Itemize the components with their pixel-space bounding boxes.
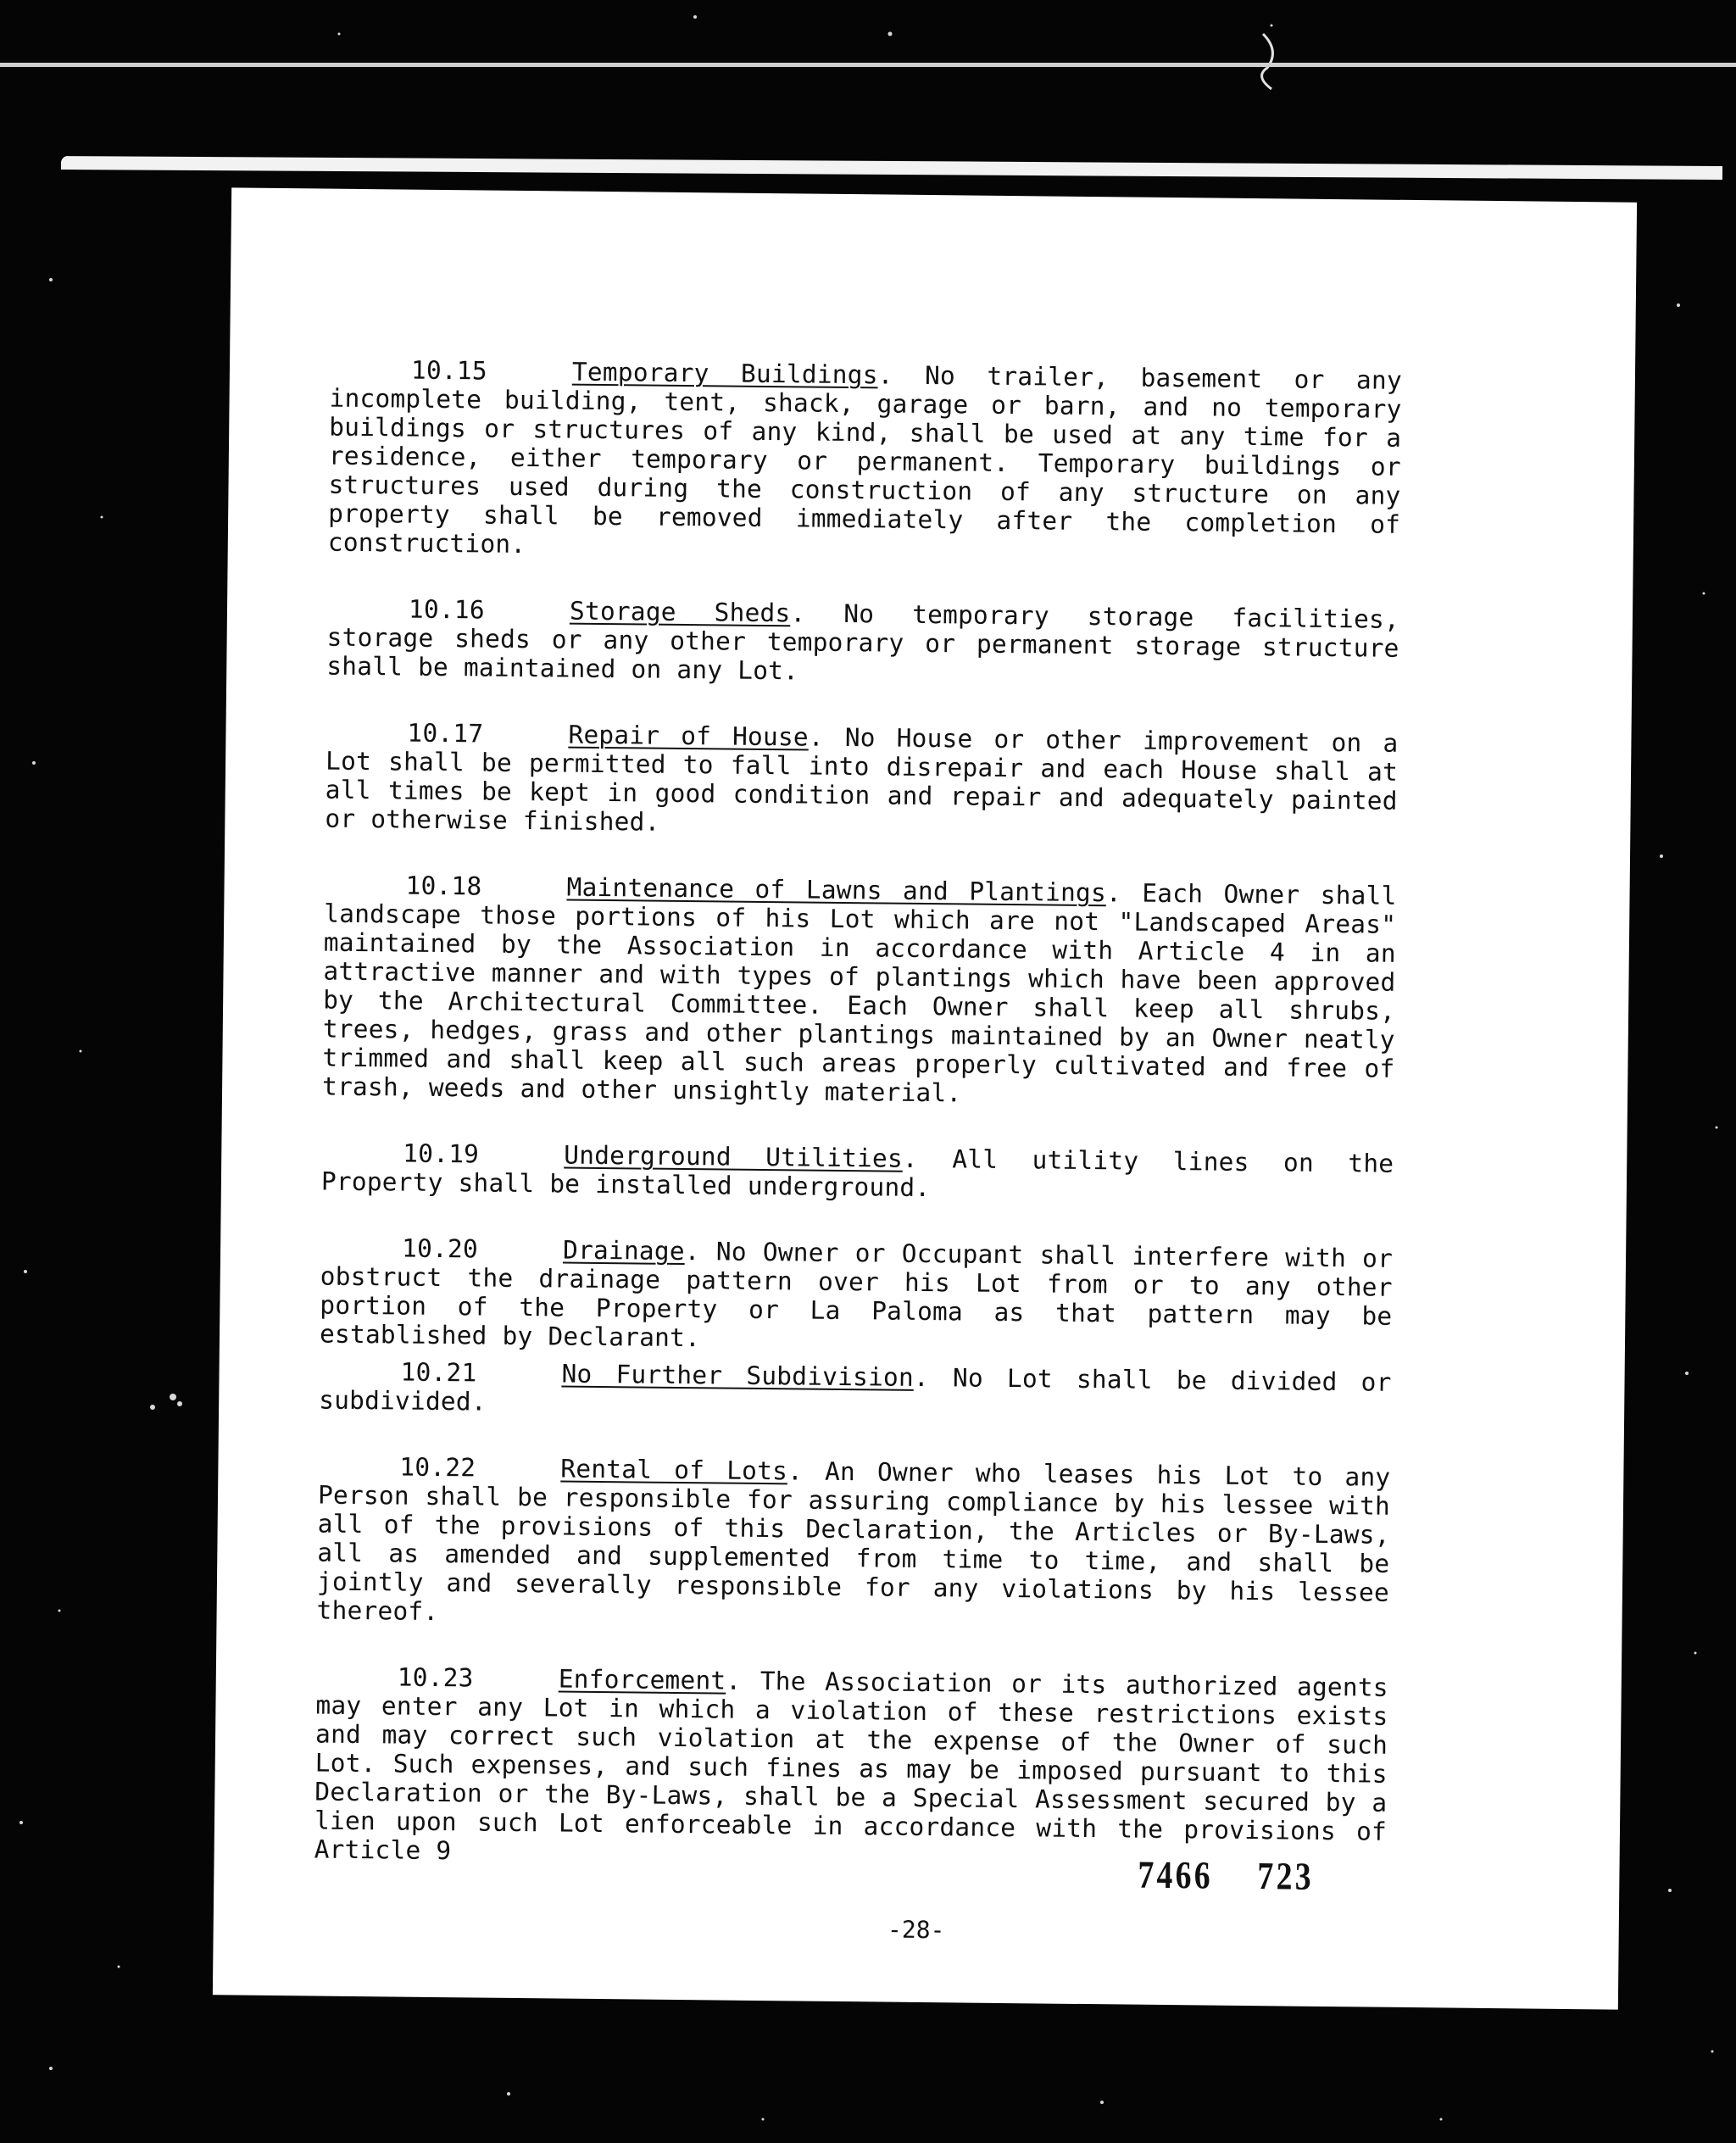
recording-page-number: 723 [1257, 1854, 1315, 1898]
section-text: . No Lot shall be divided or subdivided. [319, 1362, 1392, 1417]
section-text: . No Owner or Occupant shall interfere with or obstruct the drainage pattern over his Lot from or to any other portion of the Property or La Paloma as that pattern may be established by Declarant. [319, 1237, 1394, 1353]
section-10-15 [328, 355, 1402, 568]
section-text: . No trailer, basement or any incomplete building, tent, shack, garage or barn, and no temporary buildings or structures of any kind, shall be used at any time for a residence, either temporary or permanent. Temporary buildings or structures used during the construction of any structure on any property shall be removed immediately after the completion of construction. [327, 360, 1403, 559]
section-number: 10.22 [399, 1452, 476, 1483]
scan-edge-line [0, 63, 1736, 67]
section-number: 10.23 [397, 1662, 474, 1693]
section-10-22 [316, 1452, 1390, 1636]
section-heading: Repair of House [568, 720, 810, 752]
section-text: . All utility lines on the Property shall be installed underground. [320, 1144, 1394, 1203]
document-body [314, 355, 1402, 1912]
section-10-18 [322, 871, 1397, 1112]
section-10-23 [314, 1662, 1388, 1875]
section-heading: Rental of Lots [560, 1454, 788, 1486]
section-number: 10.18 [405, 871, 482, 901]
section-number: 10.15 [410, 355, 487, 386]
section-number: 10.20 [401, 1233, 479, 1264]
document-page [213, 187, 1637, 2009]
page-number: -28- [887, 1915, 945, 1945]
section-10-16 [326, 594, 1399, 692]
section-number: 10.16 [408, 594, 485, 625]
section-text: . Each Owner shall landscape those portions of his Lot which are not "Landscaped Areas" maintained by the Association in accordance with Article 4 in an attractive manner and with types of plantings which have been approved by the Architectural Committee. Each Owner shall keep all shrubs, trees, hedges, grass and other plantings maintained by an Owner neatly trimmed and shall keep all such areas properly cultivated and free of trash, weeds and other unsightly material. [321, 878, 1397, 1108]
section-text: . The Association or its authorized agents may enter any Lot in which a violation of these restrictions exists and may correct such violation at the expense of the Owner of such Lot. Such expenses, and such fines as may be imposed pursuant to this Declaration or the By-Laws, shall be a Special Assessment secured by a lien upon such Lot enforceable in accordance with the provisions of Article 9 [314, 1666, 1388, 1866]
section-number: 10.17 [407, 718, 484, 749]
section-heading: Storage Sheds [569, 596, 791, 628]
section-heading: Enforcement [558, 1664, 726, 1695]
section-10-20 [320, 1233, 1393, 1360]
section-heading: Drainage [562, 1235, 685, 1266]
section-text: . No House or other improvement on a Lot shall be permitted to fall into disrepair and each House shall at all times be kept in good condition and repair and adequately painted or otherwise finished. [325, 722, 1399, 837]
section-number: 10.19 [403, 1138, 480, 1169]
section-heading: No Further Subdivision [561, 1359, 915, 1392]
book-number: 7466 [1138, 1852, 1214, 1897]
section-text: . No temporary storage facilities, storage sheds or any other temporary or permanent storage structure shall be maintained on any Lot. [326, 598, 1400, 686]
section-heading: Maintenance of Lawns and Plantings [566, 872, 1107, 908]
book-page-stamp [1138, 1852, 1358, 1900]
section-10-21 [319, 1357, 1392, 1426]
section-10-17 [325, 718, 1398, 844]
section-text: . An Owner who leases his Lot to any Person shall be responsible for assuring compliance by his lessee with all of the provisions of this Declaration, the Articles or By-Laws, all as amended and supplemented from time to time, and shall be jointly and severally responsible for any violations by his lessee thereof. [316, 1456, 1391, 1627]
section-10-19 [321, 1138, 1394, 1207]
section-heading: Temporary Buildings [571, 357, 878, 390]
section-heading: Underground Utilities [564, 1140, 904, 1173]
section-number: 10.21 [400, 1357, 477, 1388]
